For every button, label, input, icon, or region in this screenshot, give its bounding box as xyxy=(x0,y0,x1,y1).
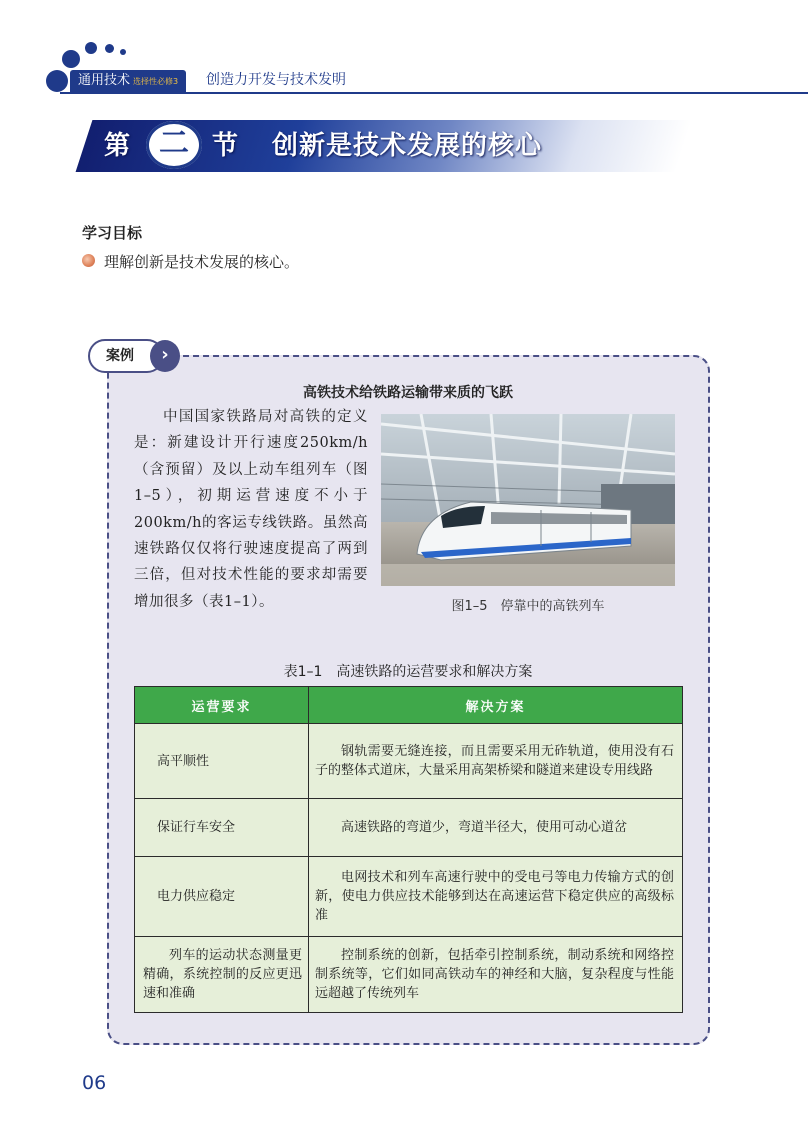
case-tab: 案例 xyxy=(88,339,164,373)
section-title: 创新是技术发展的核心 xyxy=(272,131,543,161)
goal-item: 理解创新是技术发展的核心。 xyxy=(104,253,300,271)
section-number: 二 xyxy=(146,121,202,169)
table-caption: 表1–1 高速铁路的运营要求和解决方案 xyxy=(283,664,533,680)
subject-volume: 选择性必修3 xyxy=(133,77,179,86)
solution-cell: 电网技术和列车高速行驶中的受电弓等电力传输方式的创新，使电力供应技术能够到达在高速运营下稳定供应的高级标准 xyxy=(309,857,683,937)
section-jie: 节 xyxy=(212,131,239,161)
table-row xyxy=(135,724,683,799)
header-rule xyxy=(60,92,808,94)
figure-caption: 图1–5 停靠中的高铁列车 xyxy=(451,599,605,614)
page-number: 06 xyxy=(82,1072,107,1094)
requirement-cell: 高平顺性 xyxy=(135,724,309,799)
requirement-cell: 列车的运动状态测量更精确，系统控制的反应更迅速和准确 xyxy=(135,937,309,1013)
train-photo xyxy=(381,414,675,586)
table-row xyxy=(135,799,683,857)
bullet-icon xyxy=(82,254,95,267)
requirement-cell: 电力供应稳定 xyxy=(135,857,309,937)
solution-cell: 钢轨需要无缝连接，而且需要采用无砟轨道，使用没有石子的整体式道床，大量采用高架桥梁和隧道来建设专用线路 xyxy=(309,724,683,799)
requirement-cell: 保证行车安全 xyxy=(135,799,309,857)
table-row xyxy=(135,857,683,937)
subject-name: 通用技术 xyxy=(78,73,131,88)
case-paragraph: 中国国家铁路局对高铁的定义是：新建设计开行速度250km/h（含预留）及以上动车组列车（图1–5），初期运营速度不小于200km/h的客运专线铁路。虽然高速铁路仅仅将行驶速度提高了两到三倍，但对技术性能的要求却需要增加很多（表1–1）。 xyxy=(134,409,368,610)
goals-heading: 学习目标 xyxy=(82,224,143,242)
table-row xyxy=(135,937,683,1013)
column-header-solution: 解决方案 xyxy=(309,687,683,724)
section-di: 第 xyxy=(104,131,131,161)
book-title: 创造力开发与技术发明 xyxy=(206,72,346,88)
subject-tag xyxy=(70,70,186,92)
table-header-row xyxy=(135,687,683,724)
requirements-table xyxy=(134,686,683,1013)
chevron-right-icon: › xyxy=(150,340,180,372)
column-header-requirement: 运营要求 xyxy=(135,687,309,724)
solution-cell: 高速铁路的弯道少，弯道半径大，使用可动心道岔 xyxy=(309,799,683,857)
solution-cell: 控制系统的创新，包括牵引控制系统，制动系统和网络控制系统等，它们如同高铁动车的神经和大脑，复杂程度与性能远超越了传统列车 xyxy=(309,937,683,1013)
case-title: 高铁技术给铁路运输带来质的飞跃 xyxy=(303,385,513,401)
train-illustration xyxy=(381,414,675,586)
